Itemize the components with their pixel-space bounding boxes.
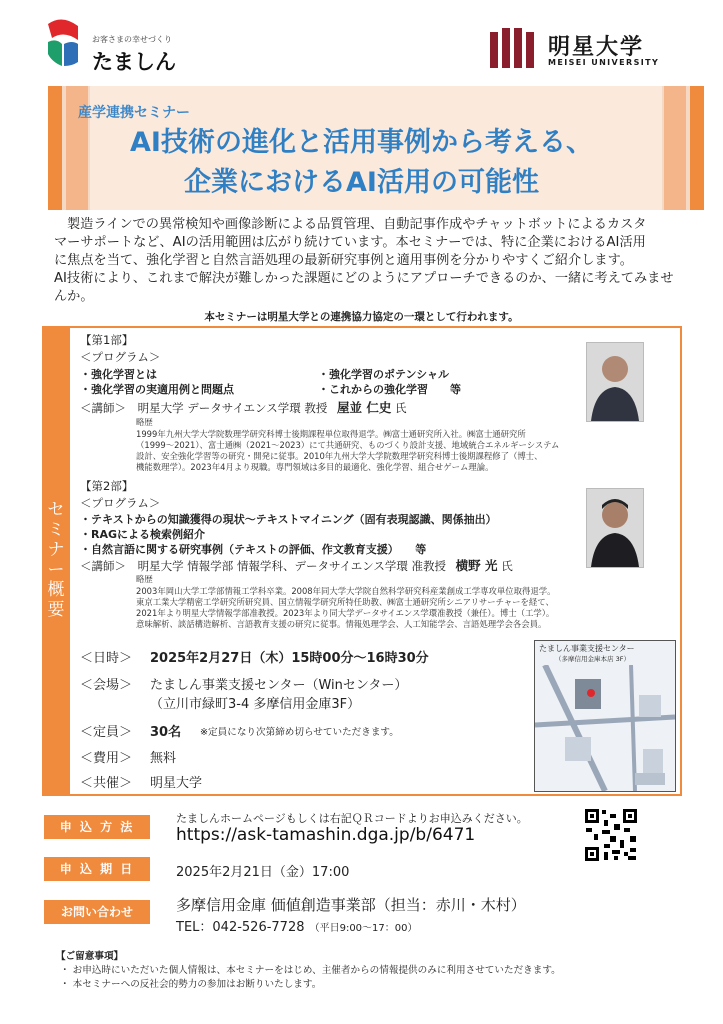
intro-line: んか。 [54, 289, 94, 304]
contact-tel[interactable]: TEL：042-526-7728 [176, 920, 305, 935]
meisei-name-en: MEISEI UNIVERSITY [548, 58, 660, 67]
fee-label: ＜費用＞ [80, 751, 133, 766]
overview-label-char: ナ [47, 540, 65, 560]
meisei-name-jp: 明星大学 [548, 35, 645, 60]
qr-code-icon[interactable] [584, 808, 638, 862]
intro-line: AI技術により、これまで解決が難しかった課題にどのようにアプローチできるのか、一緒に考えてみませ [54, 271, 674, 286]
overview-border [42, 326, 682, 328]
overview-label-char: 概 [47, 580, 65, 600]
part1-program-label: ＜プログラム＞ [80, 350, 161, 364]
person-icon [587, 343, 643, 421]
map-title: たましん事業支援センター [539, 644, 635, 653]
overview-label-char: セ [47, 500, 65, 520]
bio-label: 略歴 [136, 574, 153, 584]
person-icon [587, 489, 643, 567]
overview-label-char: 要 [47, 600, 65, 620]
lecturer-name: 屋並 仁史 [337, 400, 392, 415]
part1-item: ・強化学習の実適用例と問題点 [80, 383, 234, 396]
overview-label-char: ー [47, 560, 65, 580]
part1-item: ・これからの強化学習 等 [318, 383, 461, 396]
part1-lecturer [80, 401, 407, 415]
capacity-note: ※定員になり次第締め切らせていただきます。 [200, 727, 399, 738]
intro-line: マーサポートなど、AIの活用範囲は広がり続けています。本セミナーでは、特に企業におけるAI活用 [54, 235, 646, 250]
lecturer2-photo [586, 488, 644, 568]
bio-line: 機能数理学）。2023年4月より現職。専門領域は多目的最適化、強化学習、組合せゲーム理論。 [136, 462, 494, 472]
intro-line: に焦点を当て、強化学習と自然言語処理の最新研究事例と適用事例を分かりやすくご紹介します。 [54, 253, 633, 268]
apply-url[interactable]: https://ask-tamashin.dga.jp/b/6471 [176, 825, 476, 845]
capacity-label: ＜定員＞ [80, 725, 133, 740]
bio-line: 2003年岡山大学工学部情報工学科卒業。2008年同大学大学院自然科学研究科産業創成工学専攻単位取得退学。 [136, 586, 556, 596]
lecturer-honorific: 氏 [501, 559, 513, 573]
part1-item: ・強化学習とは [80, 368, 157, 381]
bio-line: 設計、安全強化学習等の研究・開発に従事。2010年九州大学大学院数理学研究科博士後期課程修了（博士、 [136, 451, 543, 461]
part2-lecturer [80, 559, 513, 573]
notes-heading: 【ご留意事項】 [56, 951, 124, 962]
contact-org: 多摩信用金庫 価値創造事業部（担当：赤川・木村） [176, 896, 526, 914]
deadline-tag: 申 込 期 日 [44, 857, 150, 881]
notes-item: ・ 本セミナーへの反社会的勢力の参加はお断りいたします。 [60, 979, 322, 990]
lecturer-affiliation: 明星大学 データサイエンス学環 教授 [137, 401, 328, 415]
map-streets-icon [535, 665, 675, 791]
apply-method-text: たましんホームページもしくは右記ＱＲコードよりお申込みください。 [176, 812, 528, 825]
overview-label [42, 500, 70, 620]
part2-item: ・RAGによる検索例紹介 [80, 528, 206, 541]
bio-line: （1999～2021）、富士通㈱（2021～2023）にて共通研究、ものづくり設計支援、地域統合エネルギーシステム [136, 440, 560, 450]
meisei-logo-mark-icon [488, 26, 540, 70]
capacity-value: 30名 [150, 725, 182, 740]
apply-method-tag: 申 込 方 法 [44, 815, 150, 839]
intro-paragraph [54, 216, 684, 306]
tamashin-tagline: お客さまの幸せづくり [92, 35, 172, 44]
page-title-line1: AI技術の進化と活用事例から考える、 [130, 127, 593, 158]
venue-address: （立川市緑町3-4 多摩信用金庫3F） [150, 697, 361, 712]
part2-item: ・テキストからの知識獲得の現状～テキストマイニング（固有表現認識、関係抽出） [80, 513, 497, 526]
venue-value: たましん事業支援センター（Winセンター） [150, 678, 408, 693]
partnership-note: 本セミナーは明星大学との連携協力協定の一環として行われます。 [204, 311, 519, 323]
lecturer1-photo [586, 342, 644, 422]
meisei-logo [488, 26, 678, 76]
contact-tag: お問い合わせ [44, 900, 150, 924]
lecturer-label: ＜講師＞ [80, 401, 126, 415]
contact-phone [176, 916, 418, 935]
page-title-line2: 企業におけるAI活用の可能性 [184, 167, 539, 198]
lecturer-affiliation: 明星大学 情報学部 情報学科、データサイエンス学環 准教授 [137, 559, 447, 573]
notes-item: ・ お申込時にいただいた個人情報は、本セミナーをはじめ、主催者からの情報提供のみに利用させていただきます。 [60, 965, 561, 976]
contact-hours: （平日9:00～17：00） [309, 923, 418, 934]
lecturer-name: 横野 光 [455, 558, 498, 573]
part1-item: ・強化学習のポテンシャル [318, 368, 449, 381]
host-value: 明星大学 [150, 776, 203, 791]
part1-heading: 【第1部】 [80, 333, 134, 347]
fee-value: 無料 [150, 751, 177, 766]
bio-label: 略歴 [136, 417, 153, 427]
part2-item: ・自然言語に関する研究事例（テキストの評価、作文教育支援） 等 [80, 543, 427, 556]
overview-label-char: ミ [47, 520, 65, 540]
tamashin-logo-mark-icon [42, 16, 82, 68]
bio-line: 東京工業大学精密工学研究所研究員、国立情報学研究所特任助教、㈱富士通研究所シニアリサーチャーを経て、 [136, 597, 554, 607]
deadline-value: 2025年2月21日（金）17:00 [176, 865, 350, 880]
part2-heading: 【第2部】 [80, 479, 134, 493]
venue-label: ＜会場＞ [80, 678, 133, 693]
bio-line: 意味解析、談話構造解析、言語教育支援の研究に従事。情報処理学会、人工知能学会、言語処理学会各会員。 [136, 619, 547, 629]
date-value: 2025年2月27日（木）15時00分～16時30分 [150, 651, 429, 666]
host-label: ＜共催＞ [80, 776, 133, 791]
tamashin-logo [42, 16, 192, 74]
lecturer-label: ＜講師＞ [80, 559, 126, 573]
tamashin-name: たましん [92, 50, 176, 74]
overview-border [42, 794, 682, 796]
map-subtitle: （多摩信用金庫本店 3F） [555, 655, 630, 663]
date-label: ＜日時＞ [80, 651, 133, 666]
venue-map [534, 640, 676, 792]
bio-line: 1999年九州大学大学院数理学研究科博士後期課程単位取得退学。㈱富士通研究所入社。㈱富士通研究所 [136, 429, 526, 439]
bio-line: 2021年より明星大学情報学部准教授。2023年より同大学データサイエンス学環准教授（兼任）。博士（工学）。 [136, 608, 555, 618]
lecturer-honorific: 氏 [395, 401, 407, 415]
intro-line: 製造ラインでの異常検知や画像診断による品質管理、自動記事作成やチャットボットによるカスタ [67, 217, 647, 232]
part2-program-label: ＜プログラム＞ [80, 496, 161, 510]
seminar-kind: 産学連携セミナー [78, 105, 190, 121]
overview-border [680, 326, 682, 796]
